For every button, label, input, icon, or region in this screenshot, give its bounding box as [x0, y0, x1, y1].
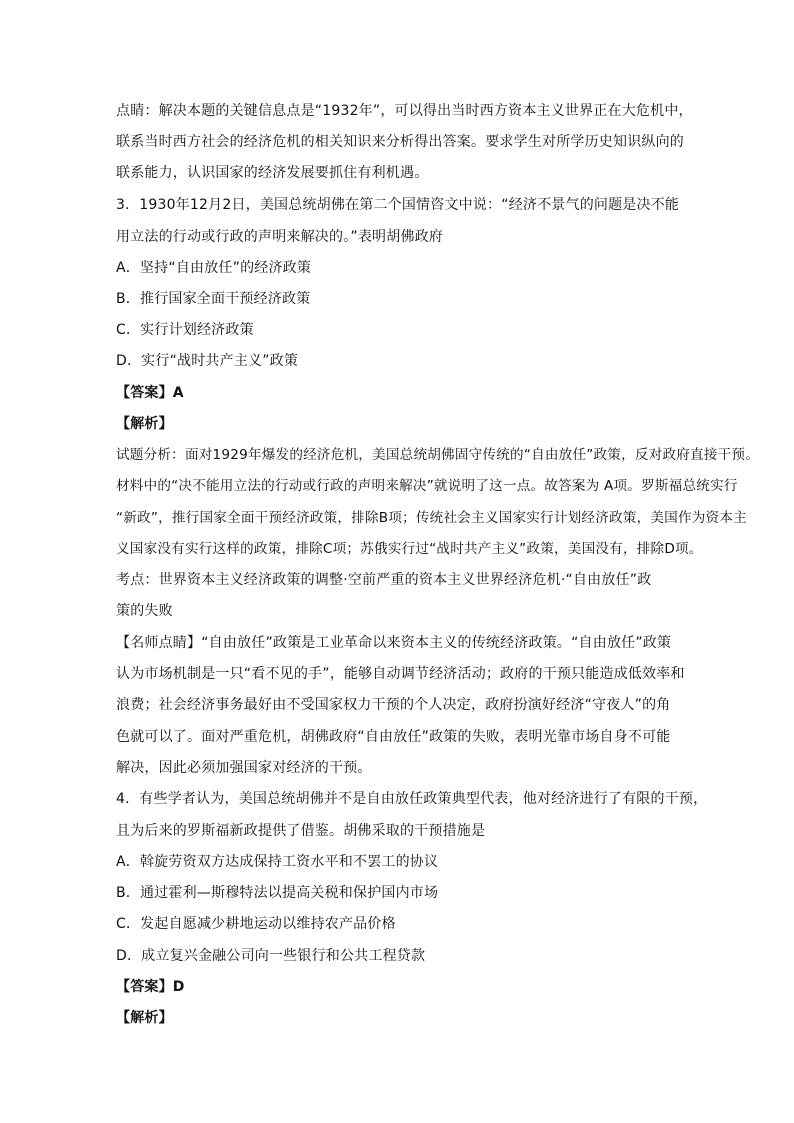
question-4-option-a: A．斡旋劳资双方达成保持工资水平和不罢工的协议: [116, 854, 439, 870]
question-3-answer: 【答案】A: [116, 385, 184, 401]
question-3-stem-line-1: 3．1930年12月2日，美国总统胡佛在第二个国情咨文中说：“经济不景气的问题是决不能: [116, 197, 680, 213]
analysis-line-3: “新政”，推行国家全面干预经济政策，排除B项；传统社会主义国家实行计划经济政策，美国作为资本主: [116, 510, 747, 526]
question-3-option-c: C．实行计划经济政策: [116, 322, 254, 338]
tip-line-2: 联系当时西方社会的经济危机的相关知识来分析得出答案。要求学生对所学历史知识纵向的: [116, 134, 684, 150]
question-4-stem-line-2: 且为后来的罗斯福新政提供了借鉴。胡佛采取的干预措施是: [116, 823, 486, 839]
tip-line-1: 点睛：解决本题的关键信息点是“1932年”，可以得出当时西方资本主义世界正在大危机中，: [116, 103, 693, 119]
teacher-tip-line-1: 【名师点睛】“自由放任”政策是工业革命以来资本主义的传统经济政策。“自由放任”政策: [116, 635, 672, 651]
question-3-option-a: A．坚持“自由放任”的经济政策: [116, 260, 312, 276]
key-point-line-1: 考点：世界资本主义经济政策的调整·空前严重的资本主义世界经济危机·“自由放任”政: [116, 572, 652, 588]
analysis-line-1: 试题分析：面对1929年爆发的经济危机，美国总统胡佛固守传统的“自由放任”政策，反对政府直接干预。: [116, 447, 760, 463]
question-4-analysis-heading: 【解析】: [116, 1010, 173, 1026]
question-4-option-d: D．成立复兴金融公司向一些银行和公共工程贷款: [116, 948, 426, 964]
question-4-option-c: C．发起自愿减少耕地运动以维持农产品价格: [116, 916, 396, 932]
teacher-tip-line-2: 认为市场机制是一只“看不见的手”，能够自动调节经济活动；政府的干预只能造成低效率和: [116, 666, 685, 682]
question-4-stem-line-1: 4．有些学者认为，美国总统胡佛并不是自由放任政策典型代表，他对经济进行了有限的干预，: [116, 791, 708, 807]
analysis-line-2: 材料中的“决不能用立法的行动或行政的声明来解决”就说明了这一点。故答案为 A项。罗斯福总统实行: [116, 478, 738, 494]
question-3-option-d: D．实行“战时共产主义”政策: [116, 353, 299, 369]
analysis-line-4: 义国家没有实行这样的政策，排除C项；苏俄实行过“战时共产主义”政策，美国没有，排除D项。: [116, 541, 703, 557]
tip-line-3: 联系能力，认识国家的经济发展要抓住有利机遇。: [116, 165, 429, 181]
teacher-tip-line-4: 色就可以了。面对严重危机，胡佛政府“自由放任”政策的失败，表明光靠市场自身不可能: [116, 729, 671, 745]
question-3-analysis-heading: 【解析】: [116, 416, 173, 432]
question-3-option-b: B．推行国家全面干预经济政策: [116, 291, 311, 307]
teacher-tip-line-3: 浪费；社会经济事务最好由不受国家权力干预的个人决定，政府扮演好经济“守夜人”的角: [116, 697, 671, 713]
question-4-option-b: B．通过霍利—斯穆特法以提高关税和保护国内市场: [116, 885, 439, 901]
question-3-stem-line-2: 用立法的行动或行政的声明来解决的。”表明胡佛政府: [116, 229, 444, 245]
key-point-line-2: 策的失败: [116, 603, 173, 619]
teacher-tip-line-5: 解决，因此必须加强国家对经济的干预。: [116, 760, 372, 776]
question-4-answer: 【答案】D: [116, 979, 185, 995]
